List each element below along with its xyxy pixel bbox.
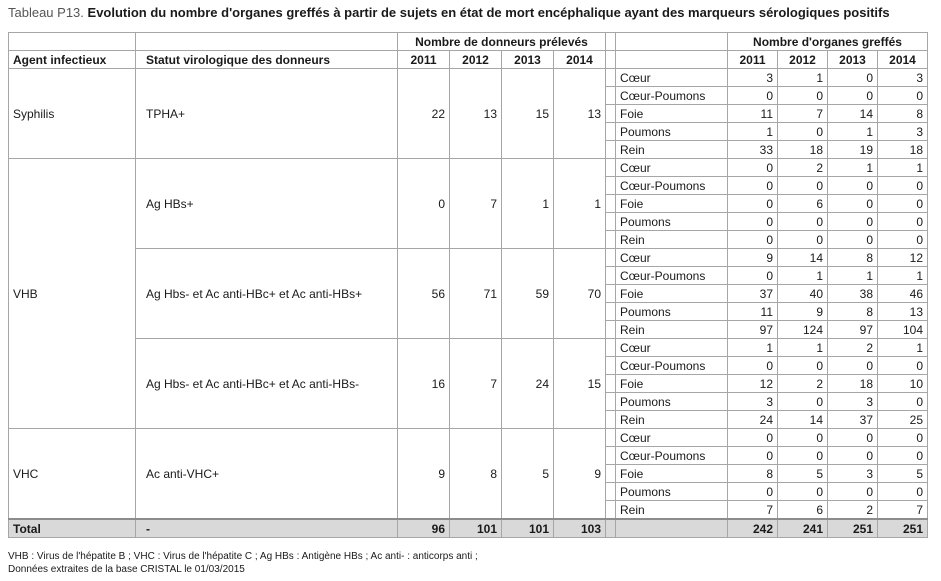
organ-count-cell: 7 xyxy=(878,501,928,520)
donor-count-cell: 9 xyxy=(554,429,606,520)
organ-count-cell: 0 xyxy=(828,213,878,231)
donor-count-cell: 1 xyxy=(554,159,606,249)
organ-count-cell: 1 xyxy=(828,123,878,141)
organ-count-cell: 0 xyxy=(878,447,928,465)
gap-cell xyxy=(606,357,616,375)
organ-count-cell: 8 xyxy=(828,303,878,321)
header-blank-agent xyxy=(9,33,136,51)
header-row-years xyxy=(9,51,928,69)
total-donors-cell: 103 xyxy=(554,519,606,538)
organ-name-cell: Cœur-Poumons xyxy=(616,87,728,105)
organ-name-cell: Poumons xyxy=(616,213,728,231)
header-status: Statut virologique des donneurs xyxy=(136,51,398,69)
organ-count-cell: 1 xyxy=(778,267,828,285)
organ-count-cell: 12 xyxy=(878,249,928,267)
organ-name-cell: Cœur xyxy=(616,429,728,447)
organ-name-cell: Foie xyxy=(616,285,728,303)
organ-count-cell: 46 xyxy=(878,285,928,303)
organ-count-cell: 1 xyxy=(878,339,928,357)
donor-count-cell: 13 xyxy=(554,69,606,159)
organ-count-cell: 0 xyxy=(878,195,928,213)
donor-count-cell: 7 xyxy=(450,339,502,429)
gap-cell xyxy=(606,105,616,123)
organ-name-cell: Cœur xyxy=(616,339,728,357)
header-donors-group: Nombre de donneurs prélevés xyxy=(398,33,606,51)
organ-count-cell: 1 xyxy=(828,159,878,177)
agent-cell: VHB xyxy=(9,159,136,429)
footnote-abbreviations: VHB : Virus de l'hépatite B ; VHC : Virus de l'hépatite C ; Ag HBs : Antigène HBs ; Ac anti- : anticorps anti ; xyxy=(8,551,478,562)
organ-count-cell: 8 xyxy=(728,465,778,483)
organ-count-cell: 1 xyxy=(728,339,778,357)
organ-count-cell: 0 xyxy=(878,483,928,501)
donor-count-cell: 1 xyxy=(502,159,554,249)
organ-count-cell: 38 xyxy=(828,285,878,303)
organ-count-cell: 9 xyxy=(778,303,828,321)
organ-count-cell: 1 xyxy=(828,267,878,285)
gap-cell xyxy=(606,177,616,195)
organ-count-cell: 11 xyxy=(728,105,778,123)
donor-count-cell: 8 xyxy=(450,429,502,520)
organ-count-cell: 0 xyxy=(828,177,878,195)
data-table xyxy=(8,32,928,538)
table-row xyxy=(9,249,928,267)
header-row-groups xyxy=(9,33,928,51)
table-caption xyxy=(8,5,890,20)
status-cell: Ag Hbs- et Ac anti-HBc+ et Ac anti-HBs+ xyxy=(136,249,398,339)
organ-count-cell: 2 xyxy=(778,159,828,177)
organ-count-cell: 37 xyxy=(828,411,878,429)
header-organs-group: Nombre d'organes greffés xyxy=(728,33,928,51)
donor-count-cell: 22 xyxy=(398,69,450,159)
organ-count-cell: 1 xyxy=(778,69,828,87)
organ-count-cell: 37 xyxy=(728,285,778,303)
caption-title: Evolution du nombre d'organes greffés à partir de sujets en état de mort encéphalique ayant des marqueurs sérologiques positifs xyxy=(87,5,890,20)
header-donors-year: 2014 xyxy=(554,51,606,69)
donor-count-cell: 5 xyxy=(502,429,554,520)
gap-cell xyxy=(606,519,616,538)
organ-count-cell: 33 xyxy=(728,141,778,159)
organ-name-cell: Foie xyxy=(616,465,728,483)
organ-count-cell: 18 xyxy=(828,375,878,393)
organ-count-cell: 8 xyxy=(828,249,878,267)
organ-count-cell: 2 xyxy=(778,375,828,393)
organ-count-cell: 14 xyxy=(778,411,828,429)
organ-count-cell: 0 xyxy=(728,483,778,501)
organ-count-cell: 0 xyxy=(828,231,878,249)
status-cell: Ac anti-VHC+ xyxy=(136,429,398,520)
gap-cell xyxy=(606,69,616,87)
organ-count-cell: 3 xyxy=(878,123,928,141)
organ-count-cell: 0 xyxy=(828,429,878,447)
organ-count-cell: 0 xyxy=(878,357,928,375)
header-organs-year: 2013 xyxy=(828,51,878,69)
header-donors-year: 2011 xyxy=(398,51,450,69)
header-blank-organ xyxy=(616,33,728,51)
organ-count-cell: 1 xyxy=(778,339,828,357)
organ-name-cell: Poumons xyxy=(616,483,728,501)
gap-cell xyxy=(606,429,616,447)
organ-count-cell: 0 xyxy=(878,87,928,105)
agent-cell: Syphilis xyxy=(9,69,136,159)
donor-count-cell: 59 xyxy=(502,249,554,339)
organ-count-cell: 14 xyxy=(828,105,878,123)
organ-name-cell: Rein xyxy=(616,141,728,159)
organ-name-cell: Poumons xyxy=(616,393,728,411)
organ-count-cell: 0 xyxy=(728,357,778,375)
organ-name-cell: Cœur xyxy=(616,249,728,267)
status-cell: Ag HBs+ xyxy=(136,159,398,249)
organ-count-cell: 0 xyxy=(728,213,778,231)
gap-cell xyxy=(606,375,616,393)
organ-count-cell: 1 xyxy=(728,123,778,141)
status-cell: Ag Hbs- et Ac anti-HBc+ et Ac anti-HBs- xyxy=(136,339,398,429)
organ-count-cell: 5 xyxy=(878,465,928,483)
table-row xyxy=(9,159,928,177)
organ-count-cell: 10 xyxy=(878,375,928,393)
gap-cell xyxy=(606,483,616,501)
organ-count-cell: 25 xyxy=(878,411,928,429)
gap-cell xyxy=(606,123,616,141)
organ-count-cell: 0 xyxy=(878,177,928,195)
table-row xyxy=(9,429,928,447)
organ-count-cell: 3 xyxy=(728,69,778,87)
organ-count-cell: 11 xyxy=(728,303,778,321)
organ-count-cell: 0 xyxy=(828,87,878,105)
gap-cell xyxy=(606,249,616,267)
header-organs-year: 2014 xyxy=(878,51,928,69)
organ-name-cell: Cœur-Poumons xyxy=(616,447,728,465)
organ-name-cell: Rein xyxy=(616,231,728,249)
header-organs-year: 2011 xyxy=(728,51,778,69)
agent-cell: VHC xyxy=(9,429,136,520)
gap-cell xyxy=(606,195,616,213)
organ-count-cell: 0 xyxy=(778,213,828,231)
organ-name-cell: Cœur xyxy=(616,159,728,177)
organ-count-cell: 3 xyxy=(728,393,778,411)
organ-count-cell: 18 xyxy=(778,141,828,159)
donor-count-cell: 15 xyxy=(554,339,606,429)
organ-count-cell: 12 xyxy=(728,375,778,393)
organ-count-cell: 7 xyxy=(778,105,828,123)
organ-name-cell: Rein xyxy=(616,411,728,429)
organ-count-cell: 1 xyxy=(878,267,928,285)
organ-name-cell: Cœur-Poumons xyxy=(616,177,728,195)
organ-count-cell: 0 xyxy=(828,483,878,501)
donor-count-cell: 9 xyxy=(398,429,450,520)
gap-cell xyxy=(606,159,616,177)
organ-count-cell: 8 xyxy=(878,105,928,123)
header-blank-status xyxy=(136,33,398,51)
total-organs-cell: 241 xyxy=(778,519,828,538)
gap-cell xyxy=(606,87,616,105)
organ-count-cell: 0 xyxy=(778,231,828,249)
organ-count-cell: 7 xyxy=(728,501,778,520)
organ-name-cell: Poumons xyxy=(616,303,728,321)
organ-count-cell: 0 xyxy=(828,447,878,465)
organ-count-cell: 0 xyxy=(728,447,778,465)
donor-count-cell: 70 xyxy=(554,249,606,339)
organ-count-cell: 0 xyxy=(778,429,828,447)
organ-name-cell: Foie xyxy=(616,375,728,393)
organ-count-cell: 0 xyxy=(878,429,928,447)
gap-cell xyxy=(606,141,616,159)
total-organ-blank xyxy=(616,519,728,538)
organ-count-cell: 124 xyxy=(778,321,828,339)
footnote-source: Données extraites de la base CRISTAL le 01/03/2015 xyxy=(8,564,245,575)
header-donors-year: 2013 xyxy=(502,51,554,69)
organ-count-cell: 97 xyxy=(828,321,878,339)
organ-count-cell: 97 xyxy=(728,321,778,339)
organ-name-cell: Foie xyxy=(616,195,728,213)
organ-count-cell: 0 xyxy=(728,177,778,195)
organ-name-cell: Rein xyxy=(616,501,728,520)
total-status: - xyxy=(136,519,398,538)
organ-count-cell: 0 xyxy=(828,195,878,213)
total-organs-cell: 251 xyxy=(878,519,928,538)
gap-cell xyxy=(606,411,616,429)
organ-count-cell: 9 xyxy=(728,249,778,267)
donor-count-cell: 15 xyxy=(502,69,554,159)
organ-count-cell: 0 xyxy=(728,231,778,249)
total-organs-cell: 242 xyxy=(728,519,778,538)
organ-count-cell: 2 xyxy=(828,501,878,520)
total-donors-cell: 96 xyxy=(398,519,450,538)
organ-count-cell: 0 xyxy=(828,69,878,87)
donor-count-cell: 56 xyxy=(398,249,450,339)
donor-count-cell: 24 xyxy=(502,339,554,429)
organ-count-cell: 0 xyxy=(728,195,778,213)
organ-count-cell: 13 xyxy=(878,303,928,321)
organ-count-cell: 6 xyxy=(778,501,828,520)
donor-count-cell: 13 xyxy=(450,69,502,159)
organ-count-cell: 0 xyxy=(778,177,828,195)
header-gap xyxy=(606,51,616,69)
organ-count-cell: 2 xyxy=(828,339,878,357)
organ-name-cell: Rein xyxy=(616,321,728,339)
total-donors-cell: 101 xyxy=(502,519,554,538)
gap-cell xyxy=(606,267,616,285)
organ-name-cell: Cœur-Poumons xyxy=(616,267,728,285)
caption-label: Tableau P13. xyxy=(8,5,84,20)
gap-cell xyxy=(606,285,616,303)
organ-count-cell: 0 xyxy=(778,87,828,105)
total-organs-cell: 251 xyxy=(828,519,878,538)
donor-count-cell: 0 xyxy=(398,159,450,249)
gap-cell xyxy=(606,393,616,411)
gap-cell xyxy=(606,339,616,357)
organ-count-cell: 0 xyxy=(878,213,928,231)
gap-cell xyxy=(606,321,616,339)
organ-count-cell: 0 xyxy=(778,393,828,411)
header-gap xyxy=(606,33,616,51)
status-cell: TPHA+ xyxy=(136,69,398,159)
organ-count-cell: 0 xyxy=(728,429,778,447)
organ-count-cell: 0 xyxy=(778,123,828,141)
total-donors-cell: 101 xyxy=(450,519,502,538)
organ-count-cell: 3 xyxy=(828,393,878,411)
organ-count-cell: 6 xyxy=(778,195,828,213)
organ-count-cell: 0 xyxy=(778,447,828,465)
header-agent: Agent infectieux xyxy=(9,51,136,69)
organ-count-cell: 0 xyxy=(728,267,778,285)
donor-count-cell: 7 xyxy=(450,159,502,249)
total-label: Total xyxy=(9,519,136,538)
organ-count-cell: 3 xyxy=(828,465,878,483)
header-organs-year: 2012 xyxy=(778,51,828,69)
gap-cell xyxy=(606,447,616,465)
organ-count-cell: 19 xyxy=(828,141,878,159)
organ-count-cell: 3 xyxy=(878,69,928,87)
gap-cell xyxy=(606,303,616,321)
organ-count-cell: 18 xyxy=(878,141,928,159)
header-donors-year: 2012 xyxy=(450,51,502,69)
donor-count-cell: 71 xyxy=(450,249,502,339)
table-row xyxy=(9,69,928,87)
organ-count-cell: 40 xyxy=(778,285,828,303)
organ-count-cell: 1 xyxy=(878,159,928,177)
donor-count-cell: 16 xyxy=(398,339,450,429)
table-row xyxy=(9,339,928,357)
organ-name-cell: Foie xyxy=(616,105,728,123)
organ-count-cell: 0 xyxy=(728,87,778,105)
organ-count-cell: 0 xyxy=(778,483,828,501)
organ-name-cell: Cœur-Poumons xyxy=(616,357,728,375)
organ-count-cell: 24 xyxy=(728,411,778,429)
gap-cell xyxy=(606,501,616,520)
gap-cell xyxy=(606,465,616,483)
organ-count-cell: 14 xyxy=(778,249,828,267)
organ-count-cell: 0 xyxy=(878,393,928,411)
organ-count-cell: 0 xyxy=(728,159,778,177)
gap-cell xyxy=(606,231,616,249)
organ-name-cell: Poumons xyxy=(616,123,728,141)
organ-count-cell: 5 xyxy=(778,465,828,483)
organ-count-cell: 0 xyxy=(778,357,828,375)
organ-count-cell: 0 xyxy=(828,357,878,375)
table-body xyxy=(9,69,928,538)
total-row xyxy=(9,519,928,538)
organ-name-cell: Cœur xyxy=(616,69,728,87)
organ-count-cell: 104 xyxy=(878,321,928,339)
footnotes xyxy=(8,550,478,576)
header-blank-organ xyxy=(616,51,728,69)
gap-cell xyxy=(606,213,616,231)
organ-count-cell: 0 xyxy=(878,231,928,249)
